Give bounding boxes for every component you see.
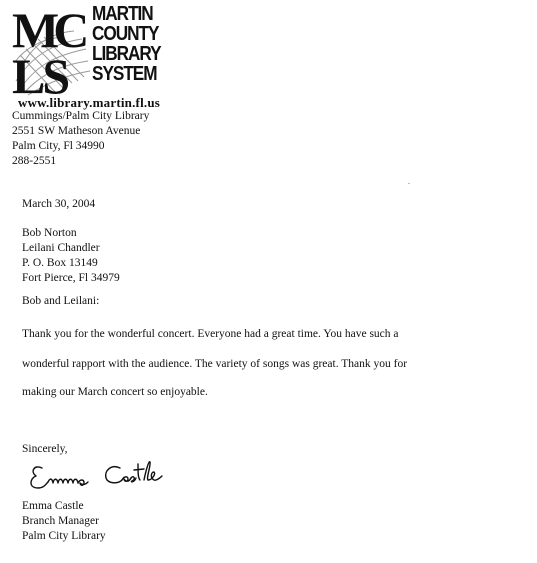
salutation: Bob and Leilani:	[22, 295, 100, 307]
scan-speck	[408, 183, 410, 184]
signer-block	[22, 499, 106, 544]
svg-text:LS: LS	[12, 48, 68, 98]
branch-street: 2551 SW Matheson Avenue	[12, 125, 141, 137]
branch-phone: 288-2551	[12, 155, 57, 167]
logo-word: LIBRARY	[92, 43, 161, 65]
recipient-line: P. O. Box 13149	[22, 257, 98, 269]
logo-word: SYSTEM	[92, 63, 157, 85]
library-url: www.library.martin.fl.us	[18, 95, 161, 110]
body-line: wonderful rapport with the audience. The variety of songs was great. Thank you for	[22, 358, 408, 370]
branch-name: Cummings/Palm City Library	[12, 110, 150, 122]
closing: Sincerely,	[22, 443, 68, 455]
signer-name: Emma Castle	[22, 500, 84, 512]
logo-word: COUNTY	[92, 23, 159, 45]
body-line: making our March concert so enjoyable.	[22, 386, 208, 398]
recipient-address	[22, 226, 120, 286]
svg-text:MC: MC	[12, 3, 84, 58]
branch-address	[12, 109, 149, 169]
logo-word: MARTIN	[92, 3, 153, 25]
signer-title: Branch Manager	[22, 515, 99, 527]
recipient-line: Fort Pierce, Fl 34979	[22, 272, 120, 284]
recipient-line: Leilani Chandler	[22, 242, 100, 254]
letter-date: March 30, 2004	[22, 198, 96, 210]
signer-org: Palm City Library	[22, 530, 106, 542]
branch-city: Palm City, Fl 34990	[12, 140, 105, 152]
recipient-line: Bob Norton	[22, 227, 77, 239]
library-logo	[12, 3, 177, 111]
mcls-logo-mark	[12, 3, 92, 98]
logo-wordmark	[92, 4, 168, 84]
body-line: Thank you for the wonderful concert. Everyone had a great time. You have such a	[22, 328, 399, 340]
handwritten-signature	[28, 456, 168, 498]
